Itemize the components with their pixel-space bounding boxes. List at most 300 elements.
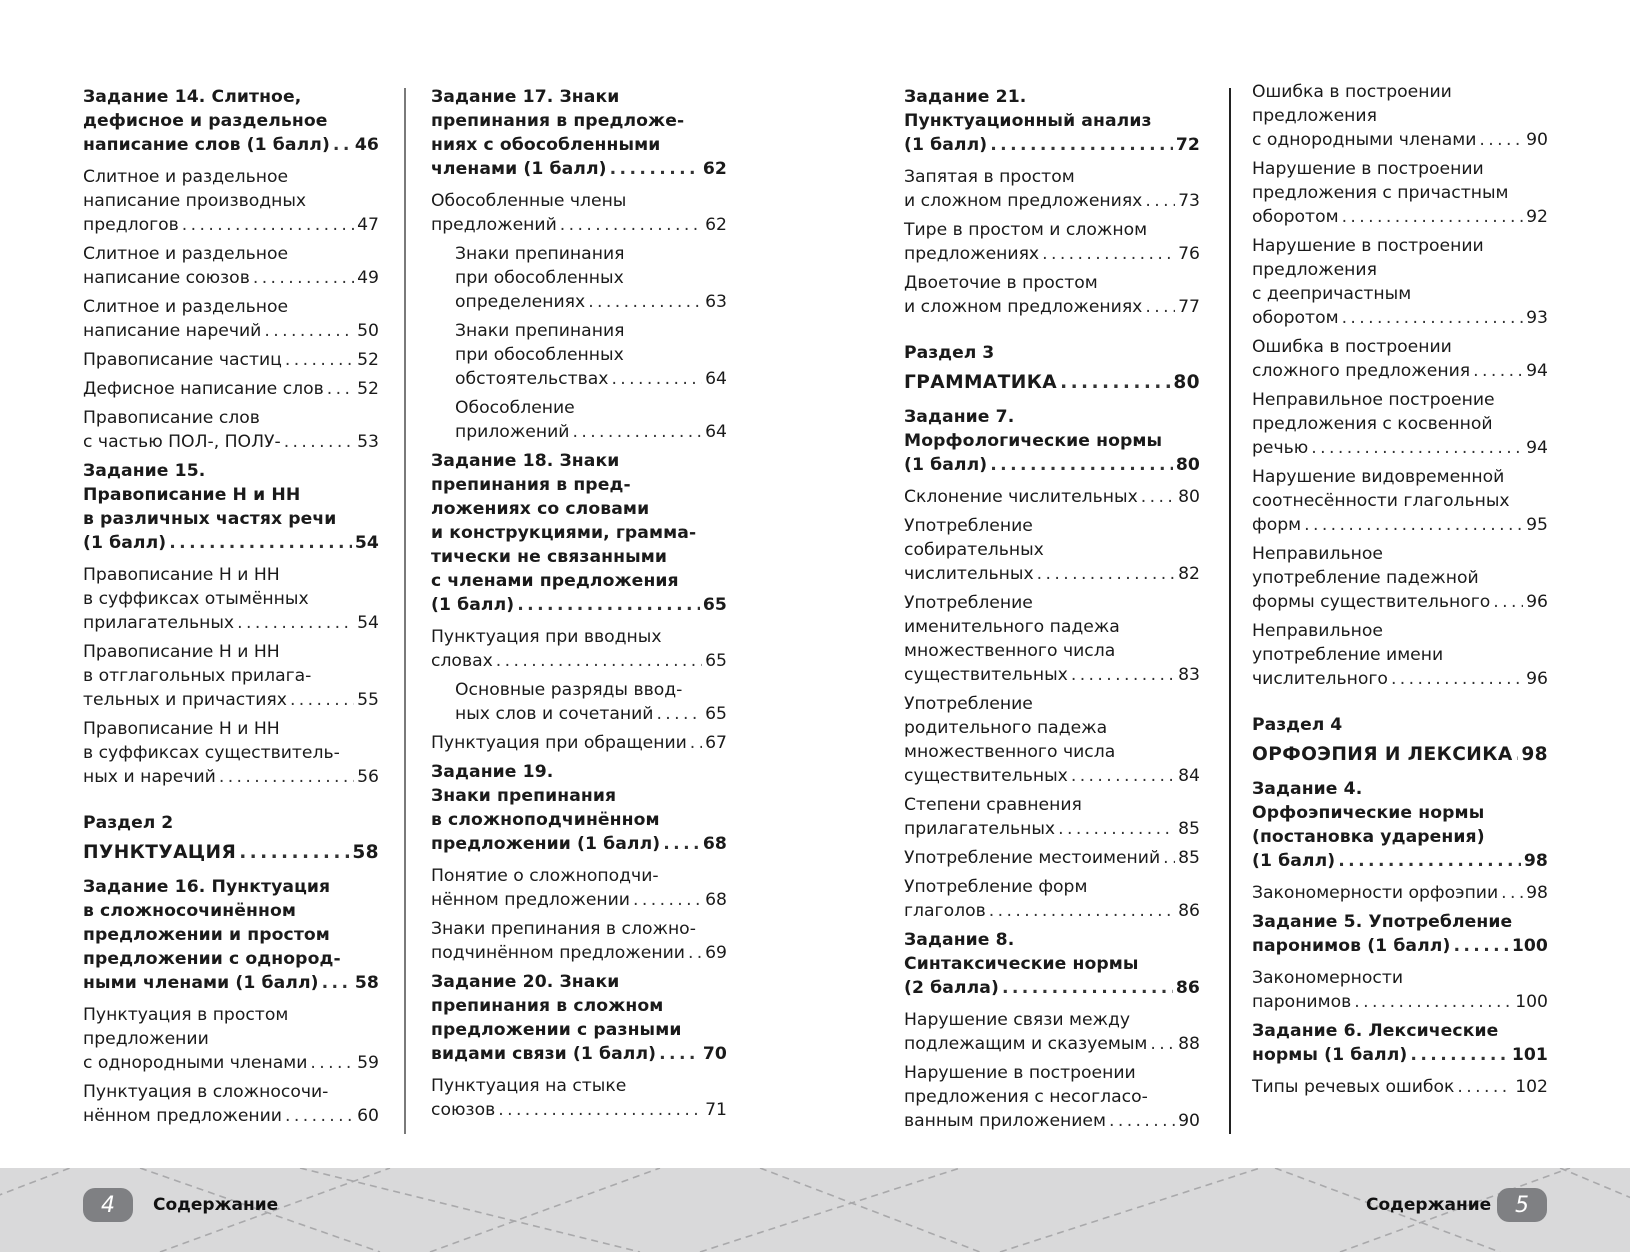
entry-text: Задание 4. [1252,779,1363,799]
entry-text: подлежащим и сказуемым [904,1034,1148,1054]
toc-entry[interactable] [83,348,379,372]
page-number: 88 [1178,1034,1200,1054]
entry-text: Задание 15. [83,461,206,481]
entry-text: ванным приложением [904,1111,1106,1131]
entry-text: в суффиксах существитель- [83,743,340,763]
toc-entry[interactable] [83,406,379,454]
page-number: 47 [357,215,379,235]
toc-entry[interactable] [1252,542,1548,614]
entry-text: Нарушение связи между [904,1010,1131,1030]
entry-text: Пунктуация при вводных [431,627,662,647]
entry-text: Пунктуация в сложносочи- [83,1082,329,1102]
toc-task-entry[interactable] [83,875,379,995]
entry-text: с однородными членами [83,1053,308,1073]
entry-text: числительного [1252,669,1388,689]
page-number: 98 [1526,883,1548,903]
page-footer [0,1168,1630,1252]
dot-leader [496,649,702,673]
page-number: 71 [705,1100,727,1120]
entry-text: Склонение числительных [904,487,1138,507]
entry-text: в различных частях речи [83,509,337,529]
entry-text: Морфологические нормы [904,431,1163,451]
toc-entry[interactable] [83,1080,379,1128]
toc-entry[interactable] [83,242,379,290]
entry-text: Правописание Н и НН [83,565,280,585]
page-number: 52 [357,379,379,399]
page-number: 90 [1526,130,1548,150]
page-number: 54 [357,613,379,633]
running-title: Содержание [153,1195,279,1215]
dot-leader [1150,1032,1175,1056]
entry-text: при обособленных [455,268,624,288]
entry-text: Слитное и раздельное [83,244,289,264]
entry-text: (постановка ударения) [1252,827,1485,847]
page-number: 72 [1175,135,1200,155]
page-number: 90 [1178,1111,1200,1131]
entry-text: Пунктуация в простом [83,1005,289,1025]
toc-task-entry[interactable] [904,928,1200,1000]
section-title[interactable] [904,371,1200,395]
dot-leader [560,213,702,237]
entry-text: предложении с разными [431,1020,682,1040]
toc-entry[interactable] [1252,234,1548,330]
toc-entry[interactable] [83,563,379,635]
entry-text: Знаки препинания [431,786,617,806]
toc-column-1 [83,80,379,1133]
dot-leader [237,611,354,635]
entry-text: Ошибка в построении [1252,82,1452,102]
dot-leader [989,899,1175,923]
entry-text: оборотом [1252,207,1339,227]
entry-text: в сложносочинённом [83,901,297,921]
toc-task-entry[interactable] [1252,777,1548,873]
toc-entry[interactable] [1252,966,1548,1014]
page-number: 62 [702,159,727,179]
toc-column-2 [431,80,727,1127]
entry-text: Понятие о сложноподчи- [431,866,659,886]
entry-text: предложения [1252,106,1377,126]
page-number: 77 [1178,297,1200,317]
entry-text: предложений [431,215,557,235]
entry-text: прилагательных [904,819,1056,839]
page-number: 98 [1521,744,1548,765]
dot-leader [690,731,702,755]
page-number: 82 [1178,564,1200,584]
entry-text: Знаки препинания [455,244,625,264]
toc-entry[interactable] [904,485,1200,509]
entry-text: формы существительного [1252,592,1491,612]
entry-text: Задание 18. Знаки [431,451,620,471]
toc-entry[interactable] [904,514,1200,586]
toc-entry[interactable] [1252,157,1548,229]
dot-leader [1042,242,1175,266]
toc-entry[interactable] [83,295,379,343]
dot-leader [1060,371,1170,395]
dot-leader [239,841,349,865]
toc-task-entry[interactable] [431,970,727,1066]
toc-entry[interactable] [1252,881,1548,905]
page-number: 68 [705,890,727,910]
dot-leader [1071,663,1175,687]
toc-entry[interactable] [83,1003,379,1075]
entry-text: с частью ПОЛ-, ПОЛУ- [83,432,281,452]
entry-text: в сложноподчинённом [431,810,660,830]
entry-text: препинания в предложе- [431,111,685,131]
dot-leader [285,1104,354,1128]
page-number: 65 [705,651,727,671]
entry-text: Тире в простом и сложном [904,220,1148,240]
page-number: 63 [705,292,727,312]
dot-leader [1501,881,1523,905]
page-number: 55 [357,690,379,710]
toc-entry[interactable] [904,846,1200,870]
dot-leader [656,702,702,726]
entry-text: предложениях [904,244,1040,264]
page-number: 49 [357,268,379,288]
dot-leader [169,531,352,555]
entry-text: Пунктуационный анализ [904,111,1152,131]
toc-entry[interactable] [904,218,1200,266]
dot-leader [572,420,702,444]
toc-task-entry[interactable] [83,85,379,157]
entry-text: Употребление [904,694,1033,714]
entry-text: (1 балл) [904,455,988,475]
toc-entry[interactable] [1252,465,1548,537]
entry-text: употребление имени [1252,645,1444,665]
entry-text: родительного падежа [904,718,1108,738]
dot-leader [1342,306,1524,330]
page-number: 59 [357,1053,379,1073]
page-number: 80 [1173,372,1200,393]
toc-entry[interactable] [431,319,727,391]
page-number: 100 [1515,992,1548,1012]
toc-entry[interactable] [83,640,379,712]
section-title[interactable] [1252,743,1548,767]
entry-text: Задание 5. Употребление [1252,912,1513,932]
entry-text: Нарушение в построении [1252,236,1484,256]
page-number: 65 [705,704,727,724]
entry-text: числительных [904,564,1034,584]
entry-text: Задание 17. Знаки [431,87,620,107]
entry-text: предлогов [83,215,179,235]
dot-leader [1163,846,1175,870]
dot-leader [1391,667,1523,691]
page-number: 101 [1511,1045,1548,1065]
page-number: 73 [1178,191,1200,211]
toc-task-entry[interactable] [431,449,727,617]
entry-text: Раздел 3 [904,343,995,363]
dot-leader [322,971,352,995]
entry-text: множественного числа [904,742,1116,762]
entry-text: (1 балл) [904,135,988,155]
entry-text: Дефисное написание слов [83,379,324,399]
entry-text: Слитное и раздельное [83,297,289,317]
toc-task-entry[interactable] [904,85,1200,157]
entry-text: нённом предложении [431,890,630,910]
dot-leader [290,688,354,712]
page-number: 86 [1175,978,1200,998]
entry-text: Знаки препинания в сложно- [431,919,696,939]
page-number: 96 [1526,669,1548,689]
entry-text: написание наречий [83,321,262,341]
toc-entry[interactable] [431,396,727,444]
entry-text: глаголов [904,901,986,921]
page-number: 54 [354,533,379,553]
entry-text: множественного числа [904,641,1116,661]
page-number: 95 [1526,515,1548,535]
dot-leader [333,133,352,157]
toc-entry[interactable] [431,864,727,912]
entry-text: Основные разряды ввод- [455,680,683,700]
page-number: 53 [357,432,379,452]
toc-entry[interactable] [1252,335,1548,383]
page-number: 58 [352,842,379,863]
entry-text: Пунктуация при обращении [431,733,687,753]
entry-text: именительного падежа [904,617,1120,637]
dot-leader [1338,849,1521,873]
entry-text: Раздел 4 [1252,715,1343,735]
page-number: 93 [1526,308,1548,328]
page-number: 84 [1178,766,1200,786]
toc-task-entry[interactable] [1252,1019,1548,1067]
dot-leader [1410,1043,1508,1067]
entry-text: Нарушение в построении [904,1063,1136,1083]
entry-text: предложении (1 балл) [431,834,661,854]
toc-task-entry[interactable] [904,405,1200,477]
toc-entry[interactable] [904,875,1200,923]
page-number: 65 [702,595,727,615]
dot-leader [1493,590,1523,614]
toc-entry[interactable] [904,692,1200,788]
entry-text: оборотом [1252,308,1339,328]
entry-text: ных и наречий [83,767,216,787]
page-number: 58 [354,973,379,993]
dot-leader [310,1051,354,1075]
entry-text: предложения [1252,260,1377,280]
running-title: Содержание [1366,1195,1492,1215]
toc-entry[interactable] [904,1061,1200,1133]
dot-leader [1479,128,1523,152]
section-label[interactable] [904,341,1200,365]
dot-leader [663,832,700,856]
toc-entry[interactable] [431,625,727,673]
entry-text: дефисное и раздельное [83,111,328,131]
page-number: 80 [1175,455,1200,475]
page-number: 64 [705,369,727,389]
entry-text: при обособленных [455,345,624,365]
entry-text: употребление падежной [1252,568,1479,588]
entry-text: приложений [455,422,570,442]
dot-leader [517,593,700,617]
toc-entry[interactable] [1252,80,1548,152]
entry-text: Употребление [904,516,1033,536]
toc-task-entry[interactable] [83,459,379,555]
page-number: 98 [1523,851,1548,871]
dot-leader [1304,513,1523,537]
section-label[interactable] [1252,713,1548,737]
entry-text: предложения с причастным [1252,183,1509,203]
entry-text: препинания в пред- [431,475,631,495]
entry-text: и сложном предложениях [904,191,1143,211]
entry-text: тически не связанными [431,547,668,567]
entry-text: с членами предложения [431,571,679,591]
page-number: 85 [1178,819,1200,839]
toc-entry[interactable] [83,377,379,401]
entry-text: Двоеточие в простом [904,273,1098,293]
dot-leader [611,367,702,391]
dot-leader [182,213,354,237]
entry-text: Правописание Н и НН [83,719,280,739]
page-number: 102 [1515,1077,1548,1097]
toc-entry[interactable] [1252,388,1548,460]
column-divider [1229,88,1231,1134]
page-number: 46 [354,135,379,155]
dot-leader [1071,764,1175,788]
entry-text: Правописание Н и НН [83,485,301,505]
entry-text: написание производных [83,191,307,211]
entry-text: ложениях со словами [431,499,650,519]
entry-text: Орфоэпические нормы [1252,803,1485,823]
page-number: 67 [705,733,727,753]
toc-entry[interactable] [83,717,379,789]
toc-entry[interactable] [431,917,727,965]
entry-text: Обособленные члены [431,191,627,211]
entry-text: Обособление [455,398,575,418]
entry-text: словах [431,651,493,671]
entry-text: существительных [904,766,1068,786]
section-title[interactable] [83,841,379,865]
entry-text: в отглагольных прилага- [83,666,312,686]
entry-text: предложении [83,1029,209,1049]
entry-text: ниях с обособленными [431,135,661,155]
entry-text: Знаки препинания [455,321,625,341]
dot-leader [1457,1075,1512,1099]
page-number: 52 [357,350,379,370]
entry-text: Закономерности орфоэпии [1252,883,1499,903]
dot-leader [284,430,354,454]
entry-text: Задание 7. [904,407,1015,427]
dot-leader [1037,562,1176,586]
entry-text: написание слов (1 балл) [83,135,330,155]
entry-text: тельных и причастиях [83,690,287,710]
entry-text: Неправильное [1252,544,1383,564]
entry-text: и сложном предложениях [904,297,1143,317]
toc-column-4 [1252,80,1548,1104]
dot-leader [688,941,702,965]
entry-text: Запятая в простом [904,167,1075,187]
page-number: 92 [1526,207,1548,227]
dot-leader [264,319,354,343]
entry-text: ных слов и сочетаний [455,704,654,724]
entry-text: форм [1252,515,1302,535]
entry-text: предложения с косвенной [1252,414,1493,434]
entry-text: Слитное и раздельное [83,167,289,187]
entry-text: обстоятельствах [455,369,609,389]
entry-text: подчинённом предложении [431,943,685,963]
toc-entry[interactable] [431,678,727,726]
section-label[interactable] [83,811,379,835]
toc-entry[interactable] [904,793,1200,841]
toc-entry[interactable] [904,591,1200,687]
dot-leader [1058,817,1175,841]
dot-leader [588,290,702,314]
dot-leader [1145,295,1175,319]
entry-text: Ошибка в построении [1252,337,1452,357]
dot-leader [633,888,702,912]
entry-text: прилагательных [83,613,235,633]
page-number: 96 [1526,592,1548,612]
dot-leader [1453,934,1508,958]
dot-leader [327,377,354,401]
toc-task-entry[interactable] [431,85,727,181]
page-number: 85 [1178,848,1200,868]
entry-text: Задание 14. Слитное, [83,87,302,107]
entry-text: Задание 21. [904,87,1027,107]
toc-entry[interactable] [431,189,727,237]
entry-text: (2 балла) [904,978,999,998]
entry-text: Нарушение в построении [1252,159,1484,179]
dot-leader [659,1042,700,1066]
toc-entry[interactable] [431,242,727,314]
dot-leader [498,1098,702,1122]
entry-text: нённом предложении [83,1106,282,1126]
entry-text: Правописание частиц [83,350,282,370]
entry-text: ГРАММАТИКА [904,372,1058,393]
entry-text: написание союзов [83,268,250,288]
page-number-badge: 5 [1497,1188,1547,1222]
entry-text: членами (1 балл) [431,159,607,179]
entry-text: Типы речевых ошибок [1252,1077,1455,1097]
dot-leader [1002,976,1173,1000]
toc-entry[interactable] [904,1008,1200,1056]
dot-leader [285,348,354,372]
entry-text: Задание 6. Лексические [1252,1021,1499,1041]
toc-entry[interactable] [431,731,727,755]
entry-text: Неправильное [1252,621,1383,641]
page-number: 100 [1511,936,1548,956]
toc-entry[interactable] [1252,619,1548,691]
page-number: 68 [702,834,727,854]
page-number: 70 [702,1044,727,1064]
toc-entry[interactable] [1252,1075,1548,1099]
entry-text: Правописание Н и НН [83,642,280,662]
entry-text: Задание 19. [431,762,554,782]
page-number-badge: 4 [83,1188,133,1222]
entry-text: существительных [904,665,1068,685]
toc-entry[interactable] [904,165,1200,213]
entry-text: Употребление местоимений [904,848,1161,868]
entry-text: (1 балл) [431,595,515,615]
entry-text: соотнесённости глагольных [1252,491,1510,511]
entry-text: Употребление форм [904,877,1088,897]
dot-leader [253,266,354,290]
entry-text: паронимов [1252,992,1352,1012]
dot-leader [1141,485,1175,509]
page-number: 62 [705,215,727,235]
entry-text: ными членами (1 балл) [83,973,319,993]
toc-column-3 [904,80,1200,1138]
entry-text: речью [1252,438,1309,458]
dot-leader [1516,743,1519,767]
toc-task-entry[interactable] [1252,910,1548,958]
toc-entry[interactable] [431,1074,727,1122]
toc-task-entry[interactable] [431,760,727,856]
toc-entry[interactable] [83,165,379,237]
entry-text: собирательных [904,540,1044,560]
toc-entry[interactable] [904,271,1200,319]
entry-text: ОРФОЭПИЯ И ЛЕКСИКА [1252,744,1513,765]
entry-text: Степени сравнения [904,795,1082,815]
